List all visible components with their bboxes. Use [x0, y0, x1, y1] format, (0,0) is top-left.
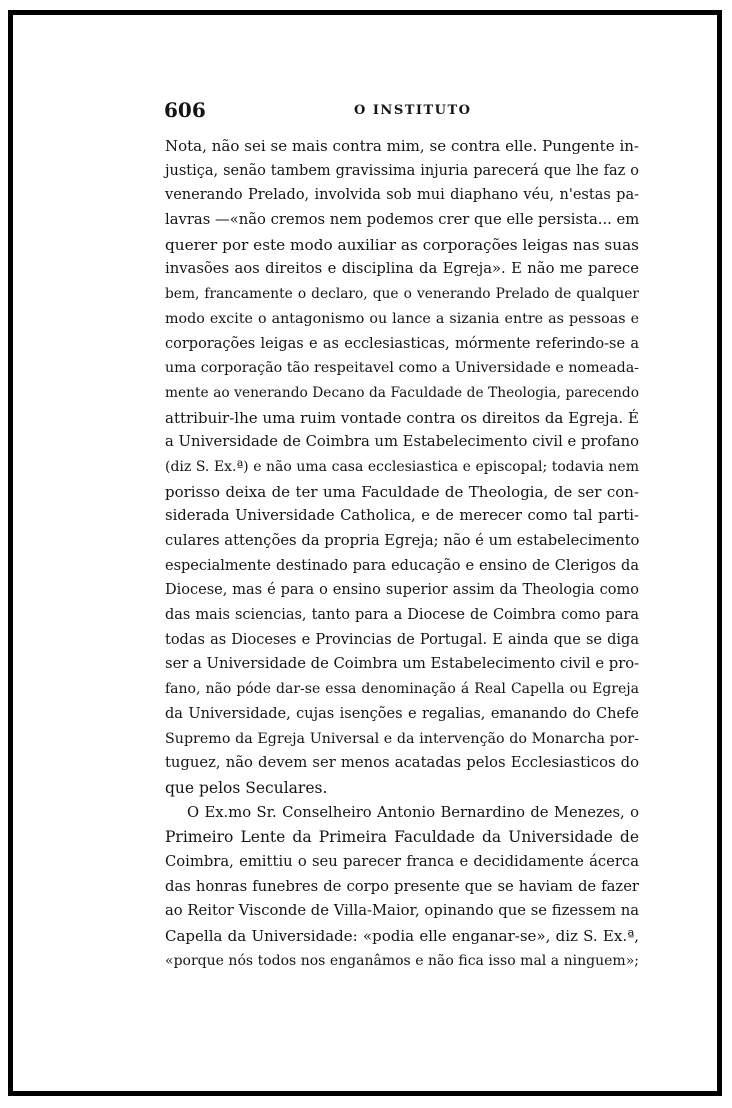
text-line: ao Reitor Visconde de Villa-Maior, opinando que se fizessem na: [165, 902, 639, 920]
text-line: siderada Universidade Catholica, e de merecer como tal parti-: [165, 507, 639, 525]
text-line: modo excite o antagonismo ou lance a sizania entre as pessoas e: [165, 310, 639, 327]
text-line: Coimbra, emittiu o seu parecer franca e decididamente ácerca: [165, 852, 639, 870]
text-line: invasões aos direitos e disciplina da Egreja». E não me parece: [165, 260, 639, 278]
text-line: bem, francamente o declaro, que o venerando Prelado de qualquer: [165, 286, 639, 303]
text-line: uma corporação tão respeitavel como a Universidade e nomeada-: [165, 360, 639, 377]
text-line: attribuir-lhe uma ruim vontade contra os direitos da Egreja. É: [165, 408, 639, 427]
page-number: 606: [164, 98, 206, 122]
text-line: porisso deixa de ter uma Faculdade de Theologia, de ser con-: [165, 482, 639, 501]
text-line: justiça, senão tambem gravissima injuria parecerá que lhe faz o: [165, 162, 639, 179]
text-line: mente ao venerando Decano da Faculdade de Theologia, parecendo: [165, 384, 639, 401]
text-line: das honras funebres de corpo presente que se haviam de fazer: [165, 877, 639, 895]
text-line: tuguez, não devem ser menos acatadas pelos Ecclesiasticos do: [165, 754, 639, 772]
page-header: [164, 98, 624, 124]
text-line: da Universidade, cujas isenções e regalias, emanando do Chefe: [165, 705, 639, 722]
body-text: [165, 134, 639, 973]
text-line: a Universidade de Coimbra um Estabelecimento civil e profano: [165, 433, 639, 451]
text-line: Supremo da Egreja Universal e da intervenção do Monarcha por-: [165, 730, 639, 747]
text-line: ser a Universidade de Coimbra um Estabelecimento civil e pro-: [165, 655, 640, 673]
text-line: venerando Prelado, involvida sob mui diaphano véu, n'estas pa-: [165, 187, 639, 204]
running-title: O INSTITUTO: [354, 103, 472, 118]
text-line: O Ex.mo Sr. Conselheiro Antonio Bernardino de Menezes, o: [187, 803, 639, 821]
text-line: corporações leigas e as ecclesiasticas, mórmente referindo-se a: [165, 335, 639, 352]
text-line: todas as Dioceses e Provincias de Portugal. E ainda que se diga: [165, 631, 639, 648]
text-line: fano, não póde dar-se essa denominação á Real Capella ou Egreja: [165, 681, 639, 698]
text-line: culares attenções da propria Egreja; não é um estabelecimento: [165, 532, 640, 549]
text-line: Nota, não sei se mais contra mim, se contra elle. Pungente in-: [165, 137, 639, 155]
text-line: (diz S. Ex.ª) e não uma casa ecclesiastica e episcopal; todavia nem: [165, 458, 639, 475]
text-line: querer por este modo auxiliar as corporações leigas nas suas: [165, 235, 639, 254]
text-line: Primeiro Lente da Primeira Faculdade da Universidade de: [165, 828, 639, 847]
text-line: que pelos Seculares.: [165, 778, 328, 797]
text-line: especialmente destinado para educação e ensino de Clerigos da: [165, 557, 639, 574]
text-line: lavras —«não cremos nem podemos crer que elle persista... em: [165, 211, 640, 229]
text-line: Diocese, mas é para o ensino superior assim da Theologia como: [165, 582, 639, 599]
text-line: Capella da Universidade: «podia elle enganar-se», diz S. Ex.ª,: [165, 927, 639, 945]
text-line: das mais sciencias, tanto para a Diocese de Coimbra como para: [165, 607, 639, 624]
text-line: «porque nós todos nos enganâmos e não fica isso mal a ninguem»;: [165, 952, 639, 969]
